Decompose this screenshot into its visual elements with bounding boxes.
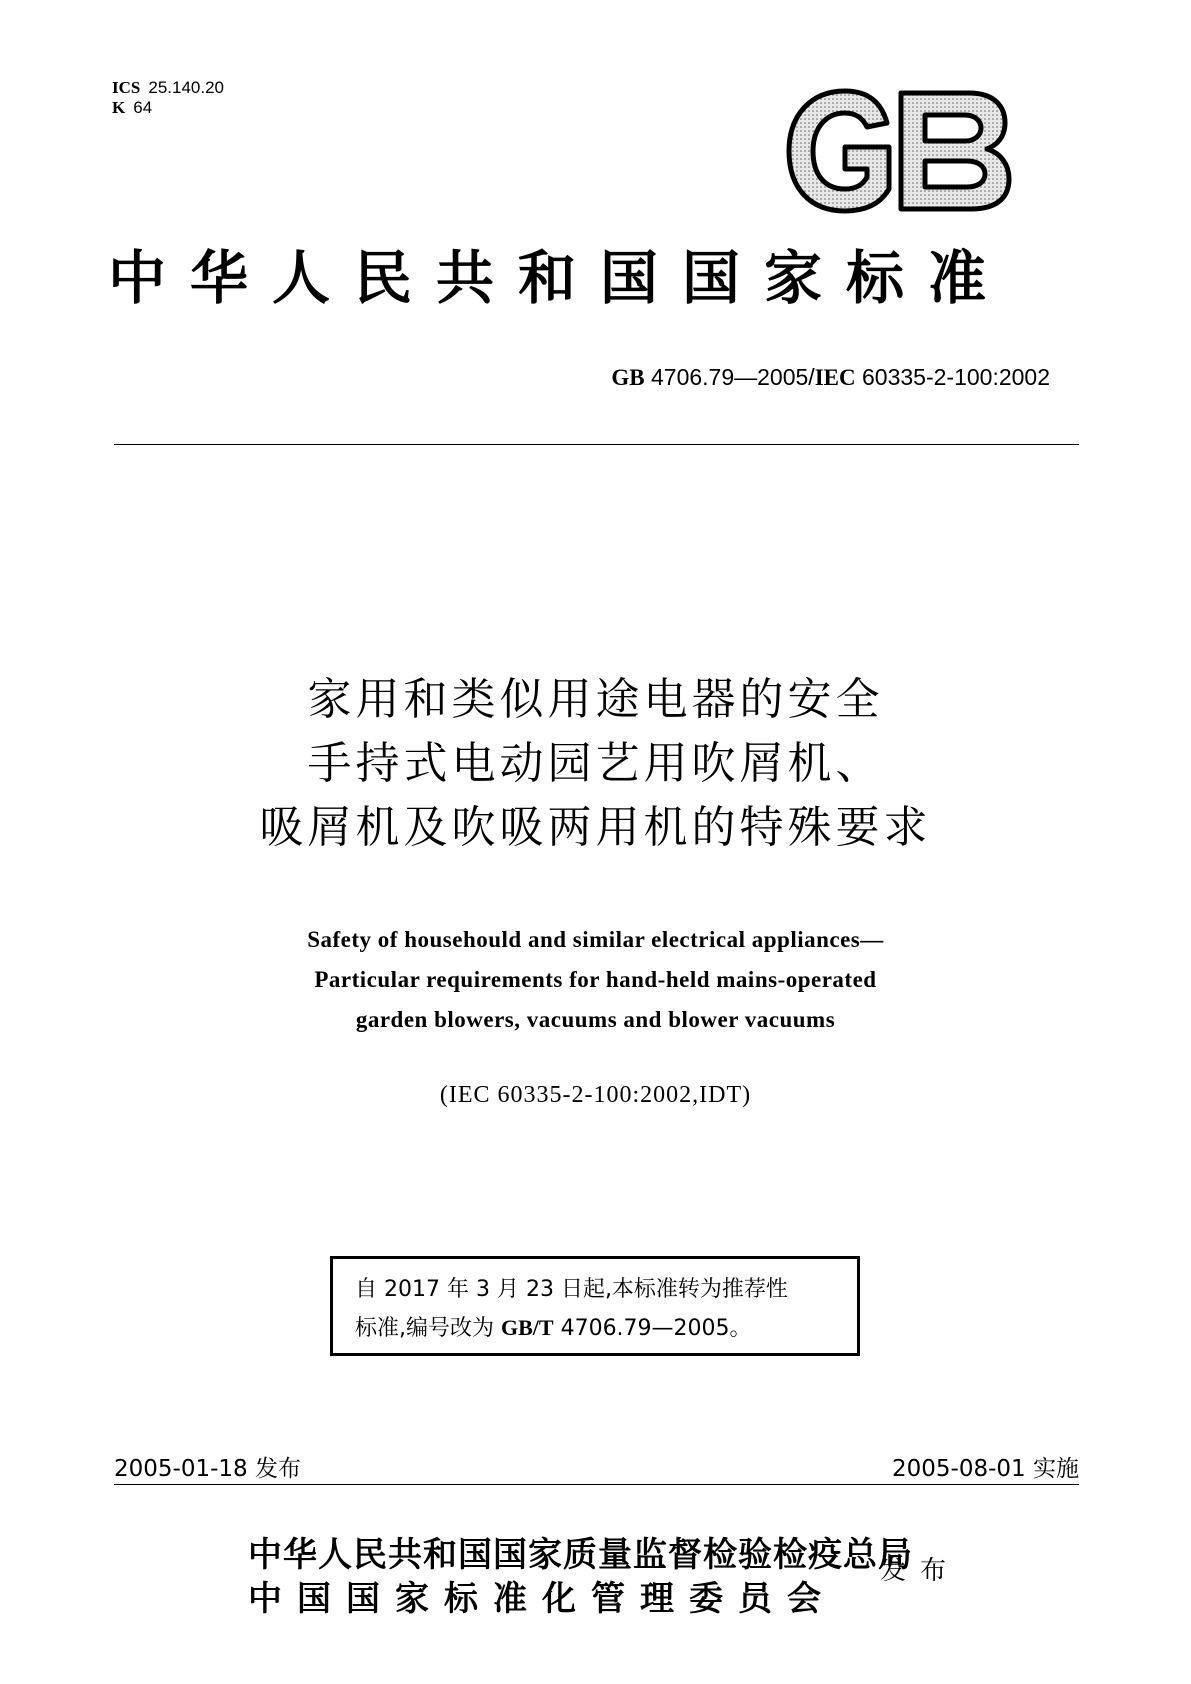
ics-block: [112, 78, 224, 118]
iec-equivalence: (IEC 60335-2-100:2002,IDT): [439, 1082, 752, 1108]
notice-line-1: 自 2017 年 3 月 23 日起,本标准转为推荐性: [355, 1277, 788, 1302]
gb-logo: [783, 85, 1015, 217]
chinese-title-line: 家用和类似用途电器的安全: [307, 674, 884, 725]
k-label: K: [112, 98, 126, 117]
publish-label: 发布: [880, 1556, 961, 1586]
issuer-sac: 中国国家标准化管理委员会: [248, 1579, 836, 1619]
notice-box: [330, 1256, 860, 1356]
notice-prefix: 标准,编号改为: [355, 1316, 501, 1341]
gb-number: 4706.79—2005/: [644, 364, 815, 390]
national-standard-title: 中华人民共和国国家标准: [108, 244, 1011, 312]
bottom-divider: [114, 1484, 1079, 1485]
notice-suffix: 4706.79—2005。: [553, 1316, 752, 1341]
notice-code: GB/T: [501, 1315, 554, 1340]
top-divider: [114, 444, 1079, 445]
gb-label: GB: [611, 365, 645, 390]
issuer-aqsiq: 中华人民共和国国家质量监督检验检疫总局: [248, 1535, 913, 1575]
implementation-date: 2005-08-01 实施: [892, 1456, 1079, 1482]
english-title-line: Safety of househould and similar electrical appliances—: [307, 927, 884, 952]
ics-line: [112, 78, 224, 98]
english-title-line: garden blowers, vacuums and blower vacuums: [355, 1007, 836, 1032]
standard-number: [611, 364, 1050, 391]
ics-label: ICS: [112, 78, 141, 97]
english-title-line: Particular requirements for hand-held mains-operated: [314, 967, 877, 992]
issue-date: 2005-01-18 发布: [114, 1456, 301, 1482]
chinese-title-line: 手持式电动园艺用吹屑机、: [307, 738, 884, 789]
chinese-title-line: 吸屑机及吹吸两用机的特殊要求: [259, 802, 932, 853]
english-title: [0, 920, 1191, 1040]
k-line: [112, 98, 224, 118]
k-code: 64: [133, 98, 153, 117]
iec-number: 60335-2-100:2002: [855, 364, 1050, 390]
chinese-title: [0, 668, 1191, 860]
notice-line-2: [355, 1309, 835, 1348]
ics-code: 25.140.20: [148, 78, 224, 97]
iec-label: IEC: [814, 365, 856, 390]
